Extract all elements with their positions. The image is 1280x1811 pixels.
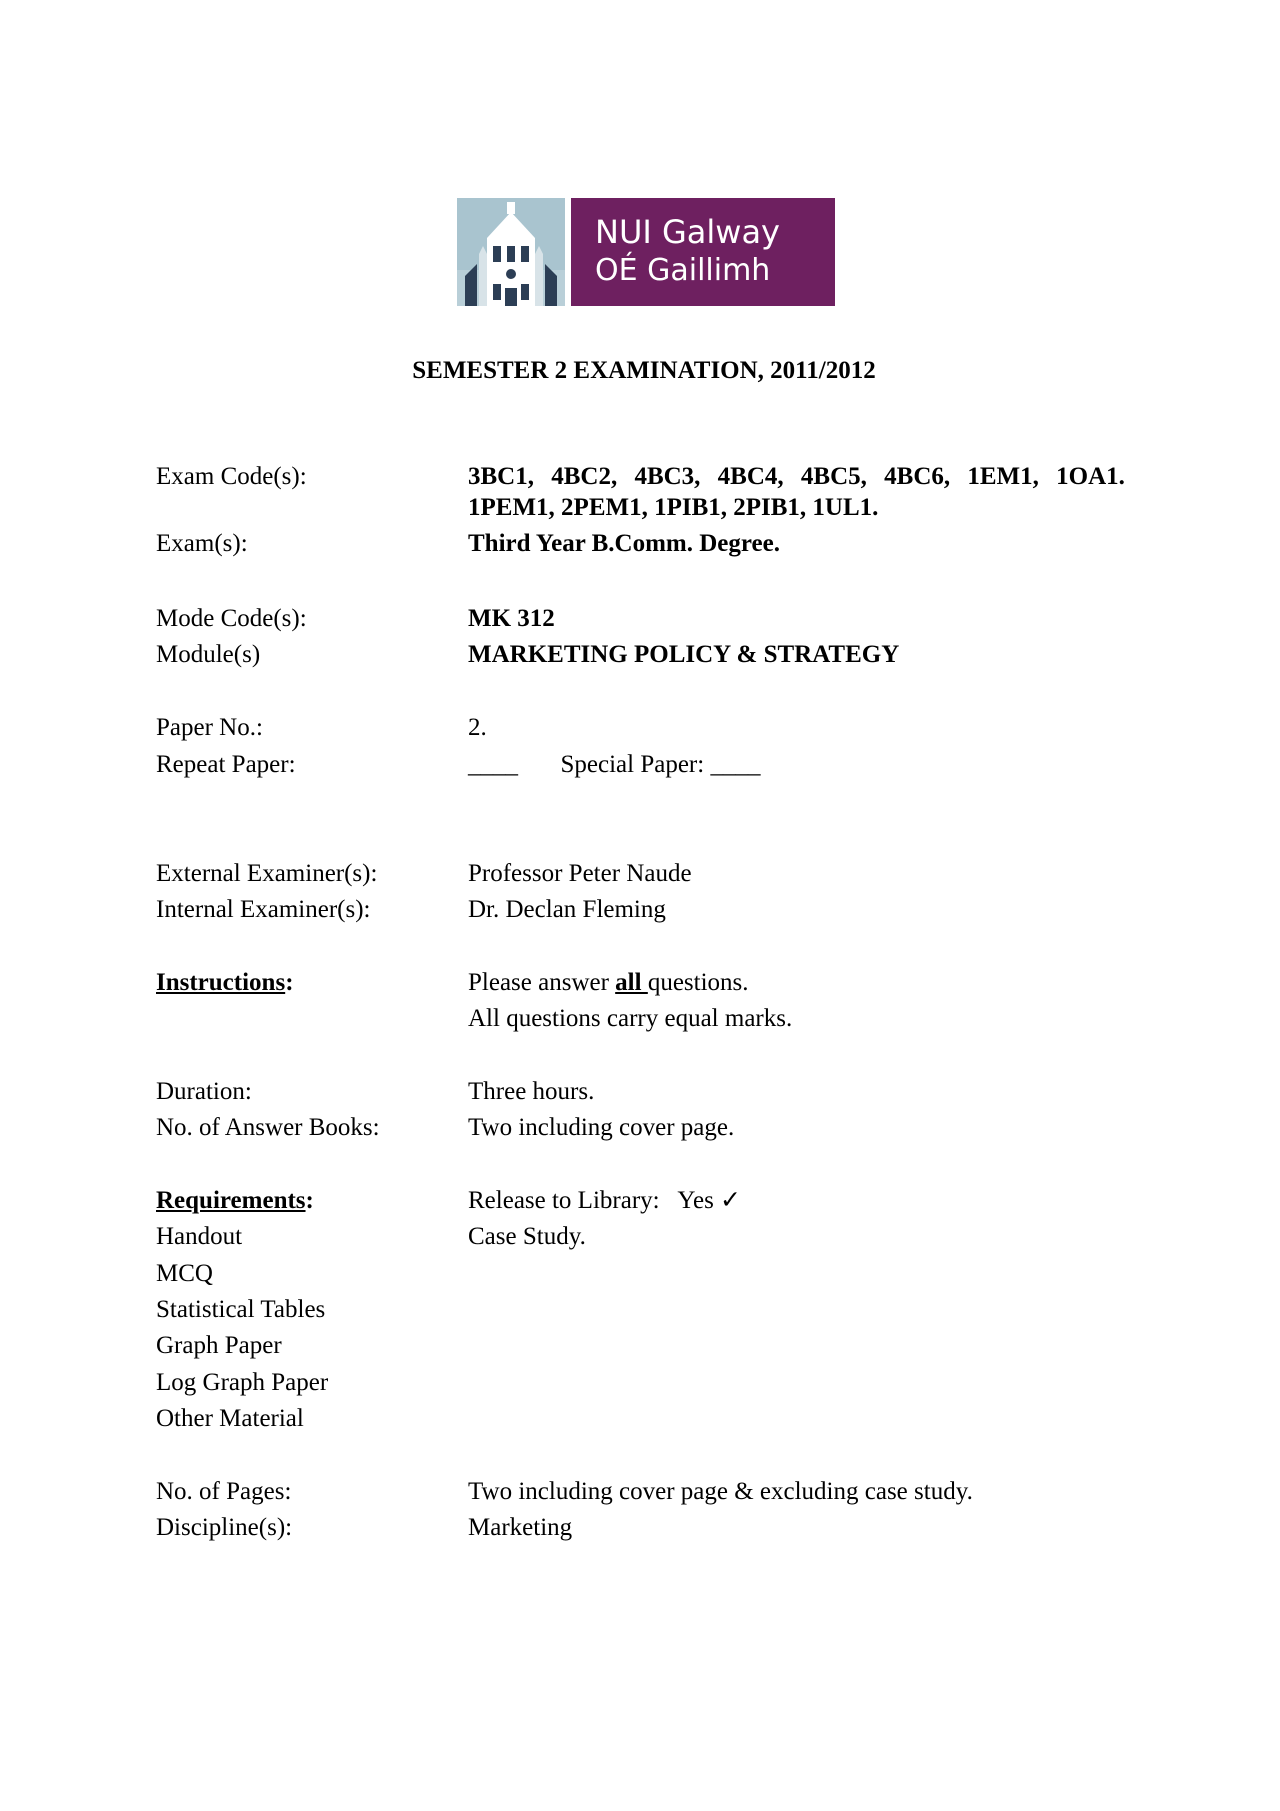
disciplines-label: Discipline(s): <box>156 1514 293 1541</box>
quadrangle-tower-icon <box>457 198 565 306</box>
instructions-label-text: Instructions <box>156 969 286 996</box>
mode-codes-label: Mode Code(s): <box>156 605 307 632</box>
instructions-post: questions. <box>647 969 749 996</box>
requirements-label <box>156 1186 314 1216</box>
modules-value: MARKETING POLICY & STRATEGY <box>468 641 900 668</box>
external-examiners-label: External Examiner(s): <box>156 860 378 887</box>
instructions-pre: Please answer <box>468 969 616 996</box>
modules-label: Module(s) <box>156 641 261 668</box>
special-paper-label: Special Paper: <box>560 751 705 778</box>
requirement-item: MCQ <box>156 1260 213 1287</box>
external-examiners-value: Professor Peter Naude <box>468 860 692 887</box>
exam-title: SEMESTER 2 EXAMINATION, 2011/2012 <box>412 357 876 384</box>
logo-line-english: NUI Galway <box>595 213 780 251</box>
special-paper-blank: ____ <box>710 751 761 778</box>
repeat-paper-blank: ____ <box>468 751 518 778</box>
instructions-line1 <box>468 968 749 998</box>
exam-codes-line2: 1PEM1, 2PEM1, 1PIB1, 2PIB1, 1UL1. <box>468 494 879 521</box>
instructions-emphasis: all <box>615 969 648 996</box>
duration-value: Three hours. <box>468 1078 595 1105</box>
exams-label: Exam(s): <box>156 530 248 557</box>
case-study-note: Case Study. <box>468 1223 586 1250</box>
internal-examiners-label: Internal Examiner(s): <box>156 896 371 923</box>
exam-codes-label: Exam Code(s): <box>156 463 307 490</box>
release-to-library <box>468 1186 741 1216</box>
instructions-label <box>156 968 294 998</box>
requirement-item: Handout <box>156 1223 243 1250</box>
university-logo <box>457 198 835 306</box>
instructions-line2: All questions carry equal marks. <box>468 1005 793 1032</box>
repeat-paper-label: Repeat Paper: <box>156 751 296 778</box>
logo-line-irish: OÉ Gaillimh <box>595 253 771 288</box>
paper-no-label: Paper No.: <box>156 714 263 741</box>
disciplines-value: Marketing <box>468 1514 573 1541</box>
release-to-library-value: Yes ✓ <box>677 1187 741 1214</box>
requirement-item: Statistical Tables <box>156 1296 326 1323</box>
requirements-label-colon: : <box>305 1187 314 1214</box>
logo-wordmark <box>571 198 835 306</box>
requirements-label-text: Requirements <box>156 1187 306 1214</box>
repeat-paper-value <box>468 750 760 780</box>
requirement-item: Log Graph Paper <box>156 1369 329 1396</box>
exams-value: Third Year B.Comm. Degree. <box>468 530 780 557</box>
answer-books-label: No. of Answer Books: <box>156 1114 380 1141</box>
mode-codes-value: MK 312 <box>468 605 555 632</box>
pages-value: Two including cover page & excluding case study. <box>468 1478 973 1505</box>
answer-books-value: Two including cover page. <box>468 1114 735 1141</box>
instructions-label-colon: : <box>285 969 294 996</box>
requirement-item: Other Material <box>156 1405 304 1432</box>
exam-codes-line1: 3BC1, 4BC2, 4BC3, 4BC4, 4BC5, 4BC6, 1EM1, 1OA1. <box>468 463 1125 490</box>
duration-label: Duration: <box>156 1078 252 1105</box>
release-to-library-label: Release to Library: <box>468 1187 660 1214</box>
internal-examiners-value: Dr. Declan Fleming <box>468 896 666 923</box>
requirement-item: Graph Paper <box>156 1332 282 1359</box>
pages-label: No. of Pages: <box>156 1478 292 1505</box>
paper-no-value: 2. <box>468 714 487 741</box>
